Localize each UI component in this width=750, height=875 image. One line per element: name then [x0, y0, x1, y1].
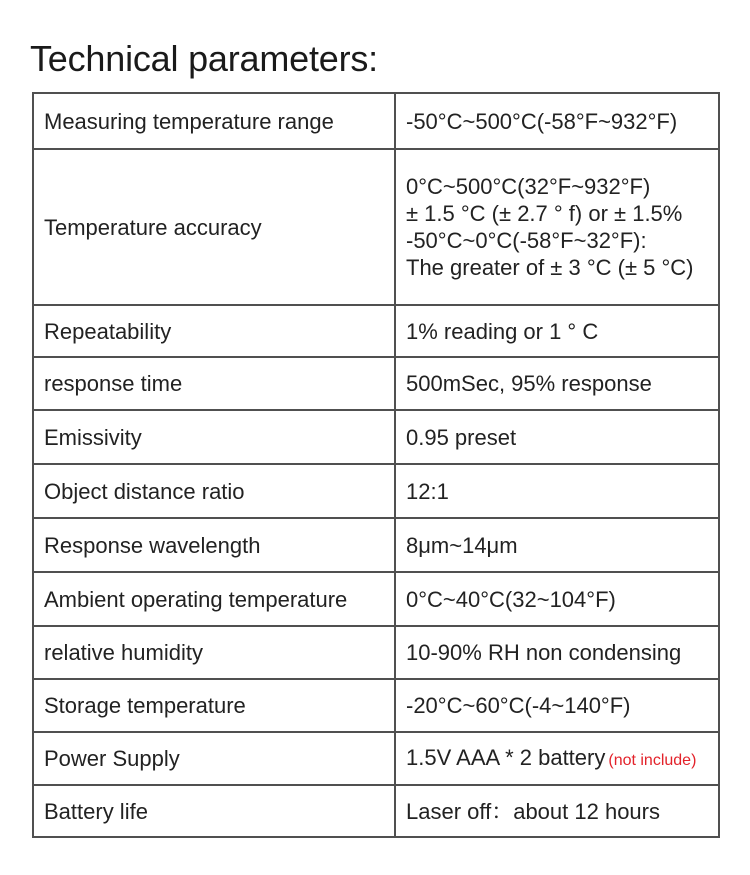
- table-row: [33, 305, 719, 357]
- param-label: Response wavelength: [33, 518, 395, 572]
- param-value: [395, 149, 719, 305]
- param-value: Laser off：about 12 hours: [395, 785, 719, 837]
- table-row: [33, 626, 719, 679]
- table-row: [33, 518, 719, 572]
- param-value: [395, 732, 719, 785]
- table-row: [33, 464, 719, 518]
- param-value-text: 1.5V AAA * 2 battery: [406, 744, 606, 770]
- page-title: Technical parameters:: [30, 38, 378, 79]
- param-label: response time: [33, 357, 395, 410]
- param-label: Power Supply: [33, 732, 395, 785]
- param-value: 500mSec, 95% response: [395, 357, 719, 410]
- param-label: Ambient operating temperature: [33, 572, 395, 626]
- table-row: [33, 357, 719, 410]
- param-label: Emissivity: [33, 410, 395, 464]
- table-row: [33, 679, 719, 732]
- param-value-line: -50°C~0°C(-58°F~32°F):: [406, 228, 647, 253]
- param-value-line: The greater of ± 3 °C (± 5 °C): [406, 255, 694, 280]
- parameters-table: [32, 92, 720, 838]
- param-label: Object distance ratio: [33, 464, 395, 518]
- not-included-note: (not include): [608, 751, 697, 769]
- param-value: -20°C~60°C(-4~140°F): [395, 679, 719, 732]
- param-value: 0.95 preset: [395, 410, 719, 464]
- param-value: 0°C~40°C(32~104°F): [395, 572, 719, 626]
- table-row: [33, 410, 719, 464]
- param-label: Measuring temperature range: [33, 93, 395, 149]
- table-row: [33, 785, 719, 837]
- param-value: 1% reading or 1 ° C: [395, 305, 719, 357]
- param-label: Temperature accuracy: [33, 149, 395, 305]
- param-label: Battery life: [33, 785, 395, 837]
- table-row: [33, 732, 719, 785]
- param-value: 8μm~14μm: [395, 518, 719, 572]
- param-value: -50°C~500°C(-58°F~932°F): [395, 93, 719, 149]
- param-label: relative humidity: [33, 626, 395, 679]
- param-value-line: 0°C~500°C(32°F~932°F): [406, 174, 651, 199]
- table-row: [33, 149, 719, 305]
- param-label: Storage temperature: [33, 679, 395, 732]
- param-value-line: ± 1.5 °C (± 2.7 ° f) or ± 1.5%: [406, 201, 683, 226]
- table-row: [33, 572, 719, 626]
- param-value: 12:1: [395, 464, 719, 518]
- param-value: 10-90% RH non condensing: [395, 626, 719, 679]
- table-row: [33, 93, 719, 149]
- param-label: Repeatability: [33, 305, 395, 357]
